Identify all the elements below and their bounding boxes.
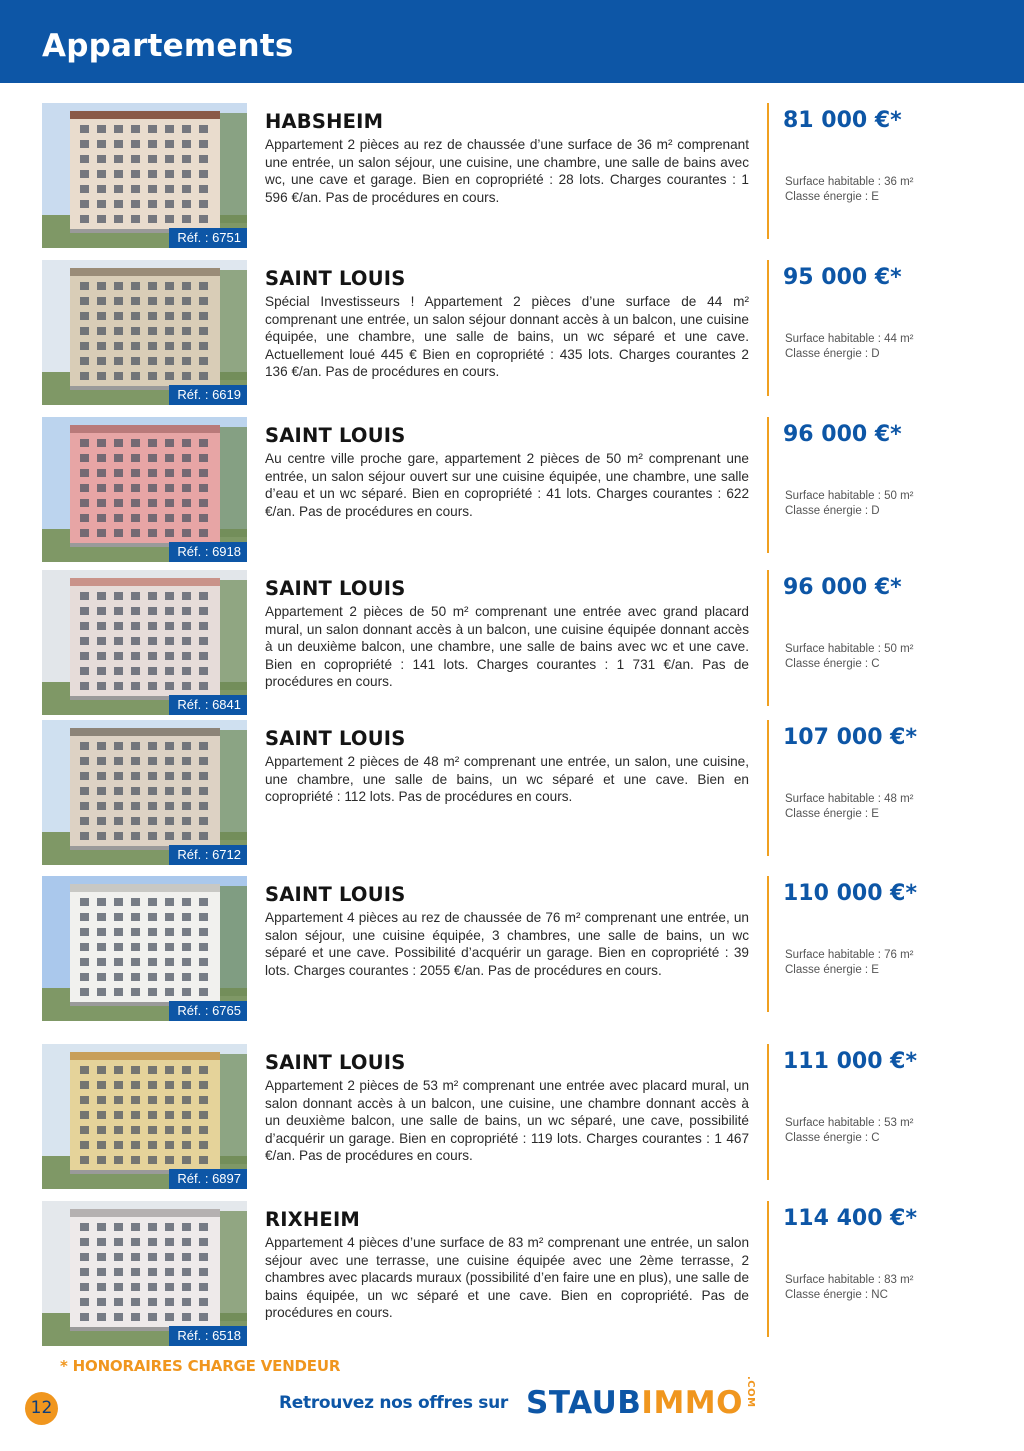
reference-badge: Réf. : 6765 (169, 1001, 247, 1021)
surface-habitable: Surface habitable : 48 m² (785, 793, 914, 805)
building-image (42, 876, 247, 1021)
listing-divider (767, 260, 769, 396)
property-photo[interactable] (42, 1044, 247, 1189)
listing-specs (785, 489, 914, 519)
building-image (42, 1044, 247, 1189)
surface-habitable: Surface habitable : 76 m² (785, 949, 914, 961)
property-photo[interactable] (42, 876, 247, 1021)
property-photo[interactable] (42, 103, 247, 248)
reference-badge: Réf. : 6712 (169, 845, 247, 865)
classe-energie: Classe énergie : C (785, 1132, 880, 1144)
listing-price: 107 000 €* (783, 725, 917, 750)
listing-description: Appartement 2 pièces au rez de chaussée d’une surface de 36 m² comprenant une entrée, un salon séjour, une cuisine, une chambre, une salle de bains avec wc, une cave et garage. Bien en copropriété : 28 lots. Charges courantes : 1 596 €/an. Pas de procédures en cours. (265, 137, 749, 205)
surface-habitable: Surface habitable : 53 m² (785, 1117, 914, 1129)
reference-badge: Réf. : 6841 (169, 695, 247, 715)
listing-divider (767, 570, 769, 706)
surface-habitable: Surface habitable : 44 m² (785, 333, 914, 345)
surface-habitable: Surface habitable : 50 m² (785, 643, 914, 655)
listing-city: SAINT LOUIS (265, 577, 406, 600)
reference-badge: Réf. : 6918 (169, 542, 247, 562)
listing-divider (767, 1201, 769, 1337)
property-photo[interactable] (42, 417, 247, 562)
building-image (42, 720, 247, 865)
surface-habitable: Surface habitable : 36 m² (785, 176, 914, 188)
listing-specs (785, 642, 914, 672)
reference-badge: Réf. : 6751 (169, 228, 247, 248)
listing-city: HABSHEIM (265, 110, 384, 133)
listing-specs (785, 1116, 914, 1146)
listing-divider (767, 876, 769, 1012)
listing-divider (767, 1044, 769, 1180)
property-photo[interactable] (42, 260, 247, 405)
property-photo[interactable] (42, 570, 247, 715)
listing-price: 95 000 €* (783, 265, 902, 290)
fees-footnote: * HONORAIRES CHARGE VENDEUR (60, 1357, 341, 1375)
building-image (42, 417, 247, 562)
logo-text-com: .COM (745, 1376, 756, 1408)
listing-description: Appartement 2 pièces de 50 m² comprenant une entrée avec grand placard mural, un salon donnant accès à un balcon, une cuisine équipée donnant accès à un deuxième balcon, une chambre, une salle de bains avec wc et une cave. Bien en copropriété : 141 lots. Charges courantes : 1 731 €/an. Pas de procédures en cours. (265, 604, 749, 690)
classe-energie: Classe énergie : E (785, 808, 879, 820)
listing-price: 110 000 €* (783, 881, 917, 906)
classe-energie: Classe énergie : E (785, 191, 879, 203)
listing-city: SAINT LOUIS (265, 883, 406, 906)
listing-specs (785, 332, 914, 362)
page-header (0, 0, 1024, 83)
offers-link-text: Retrouvez nos offres sur (279, 1393, 508, 1413)
logo-text-immo: IMMO (641, 1385, 743, 1421)
listing-description: Appartement 2 pièces de 53 m² comprenant une entrée avec placard mural, un salon donnant accès à un balcon, une cuisine, une chambre donnant accès à un deuxième balcon, une salle de bains, un wc séparé, une cave, possibilité d’acquérir un garage. Bien en copropriété : 119 lots. Charges courantes : 1 467 €/an. Pas de procédures en cours. (265, 1078, 749, 1164)
listing-price: 96 000 €* (783, 422, 902, 447)
building-image (42, 570, 247, 715)
staubimmo-logo[interactable] (526, 1376, 775, 1423)
listing-city: SAINT LOUIS (265, 727, 406, 750)
listing-specs (785, 792, 914, 822)
logo-text-staub: STAUB (526, 1385, 642, 1421)
classe-energie: Classe énergie : D (785, 348, 880, 360)
reference-badge: Réf. : 6897 (169, 1169, 247, 1189)
reference-badge: Réf. : 6518 (169, 1326, 247, 1346)
listing-description: Au centre ville proche gare, appartement 2 pièces de 50 m² comprenant une entrée, un salon séjour ouvert sur une cuisine équipée, une chambre, une salle d’eau et un wc séparé. Bien en copropriété : 41 lots. Charges courantes : 622 €/an. Pas de procédures en cours. (265, 451, 749, 519)
building-image (42, 103, 247, 248)
surface-habitable: Surface habitable : 50 m² (785, 490, 914, 502)
page-title: Appartements (42, 28, 294, 64)
listing-city: SAINT LOUIS (265, 424, 406, 447)
building-image (42, 260, 247, 405)
listing-description: Appartement 4 pièces au rez de chaussée de 76 m² comprenant une entrée, un salon séjour, une cuisine équipée, 3 chambres, une salle de bains, un wc séparé et une cave. Possibilité d’acquérir un garage. Bien en copropriété : 39 lots. Charges courantes : 2055 €/an. Pas de procédures en cours. (265, 910, 749, 978)
listing-description: Appartement 2 pièces de 48 m² comprenant une entrée, un salon, une cuisine, une chambre, une salle de bains, un wc séparé et une cave. Bien en copropriété : 112 lots. Pas de procédures en cours. (265, 754, 749, 805)
listing-specs (785, 948, 914, 978)
classe-energie: Classe énergie : NC (785, 1289, 888, 1301)
listing-divider (767, 103, 769, 239)
listing-price: 81 000 €* (783, 108, 902, 133)
listing-price: 96 000 €* (783, 575, 902, 600)
listing-divider (767, 417, 769, 553)
property-photo[interactable] (42, 720, 247, 865)
page-number: 12 (25, 1392, 58, 1425)
listing-specs (785, 1273, 914, 1303)
listing-description: Appartement 4 pièces d’une surface de 83 m² comprenant une entrée, un salon séjour avec une terrasse, une cuisine équipée avec une 2ème terrasse, 2 chambres avec placards muraux (possibilité d’en faire une en plus), une salle de bains équipée, un wc séparé et une cave. Bien en copropriété. Pas de procédures en cours. (265, 1235, 749, 1321)
listing-city: SAINT LOUIS (265, 267, 406, 290)
classe-energie: Classe énergie : E (785, 964, 879, 976)
listing-price: 114 400 €* (783, 1206, 917, 1231)
listing-specs (785, 175, 914, 205)
listing-city: RIXHEIM (265, 1208, 361, 1231)
listing-price: 111 000 €* (783, 1049, 917, 1074)
listing-city: SAINT LOUIS (265, 1051, 406, 1074)
listing-divider (767, 720, 769, 856)
listing-description: Spécial Investisseurs ! Appartement 2 pièces d’une surface de 44 m² comprenant une entrée, un salon séjour donnant accès à un balcon, une cuisine équipée, une chambre, une salle de bains, un wc séparé et une cave. Actuellement loué 445 € Bien en copropriété : 435 lots. Charges courantes 2 136 €/an. Pas de procédures en cours. (265, 294, 749, 380)
classe-energie: Classe énergie : D (785, 505, 880, 517)
surface-habitable: Surface habitable : 83 m² (785, 1274, 914, 1286)
reference-badge: Réf. : 6619 (169, 385, 247, 405)
property-photo[interactable] (42, 1201, 247, 1346)
building-image (42, 1201, 247, 1346)
classe-energie: Classe énergie : C (785, 658, 880, 670)
